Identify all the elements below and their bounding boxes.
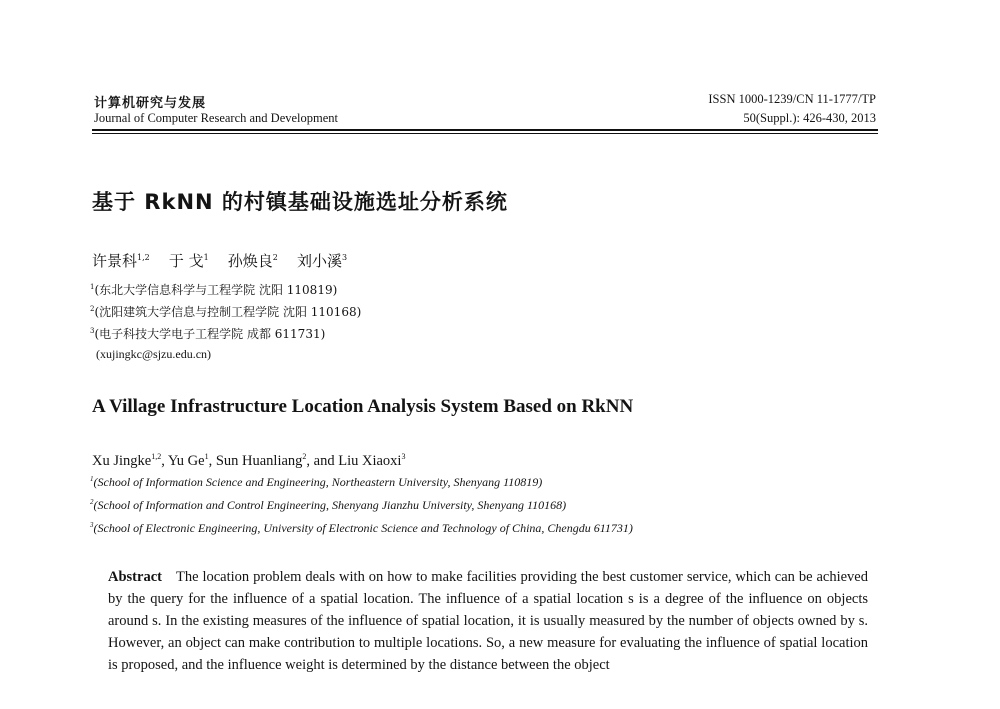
- author-cn-1: 许景科: [92, 252, 138, 270]
- affiliation-en-2-sup: 2: [90, 498, 94, 506]
- author-cn-4: 刘小溪: [296, 252, 342, 270]
- authors-en: [92, 452, 405, 470]
- author-en-1: Xu Jingke: [92, 452, 152, 469]
- author-en-2-sup: 1: [204, 452, 209, 461]
- affiliation-cn-1: [90, 281, 337, 298]
- journal-issn: ISSN 1000-1239/CN 11-1777/TP: [708, 92, 876, 106]
- paper-title-en: A Village Infrastructure Location Analysis System Based on RkNN: [92, 396, 634, 417]
- author-cn-2: 于 戈: [168, 252, 204, 270]
- author-cn-1-sup: 1,2: [137, 253, 150, 262]
- journal-volume: 50(Suppl.): 426-430, 2013: [743, 111, 876, 125]
- author-en-3-sup: 2: [302, 452, 307, 461]
- affiliation-en-3-sup: 3: [90, 521, 94, 529]
- author-cn-2-sup: 1: [203, 253, 209, 262]
- author-cn-3-sup: 2: [272, 253, 278, 262]
- author-en-3: , Sun Huanliang: [208, 452, 303, 469]
- abstract-text: The location problem deals with on how to make facilities providing the best customer service, which can be achieved by the query for the influence of a spatial location. The influence of a spatial location s is a degree of the influence on objects around s. In the existing measures of the influence of spatial location, it is usually measured by the number of objects owned by s. However, an object can make contribution to multiple locations. So, a new measure for evaluating the influence of spatial location is proposed, and the influence weight is determined by the distance between the object: [108, 569, 868, 673]
- journal-name-en: Journal of Computer Research and Development: [94, 111, 339, 125]
- affiliation-cn-1-sup: 1: [90, 283, 95, 291]
- affiliation-cn-3-sup: 3: [90, 327, 95, 335]
- affiliation-en-1-text: (School of Information Science and Engineering, Northeastern University, Shenyang 110819): [93, 475, 543, 489]
- authors-cn: [92, 250, 347, 271]
- affiliation-en-3-text: (School of Electronic Engineering, University of Electronic Science and Technology of China, Chengdu 611731): [93, 521, 633, 535]
- affiliation-cn-1-text: (东北大学信息科学与工程学院 沈阳 110819): [94, 283, 338, 297]
- affiliation-en-1: [90, 475, 542, 490]
- author-en-2: , Yu Ge: [161, 452, 205, 469]
- abstract: [108, 566, 868, 676]
- header-rule-thin: [92, 133, 878, 134]
- affiliation-en-2: [90, 498, 566, 513]
- affiliation-en-3: [90, 521, 633, 536]
- journal-name-cn: 计算机研究与发展: [94, 96, 207, 111]
- author-cn-4-sup: 3: [341, 253, 348, 262]
- affiliation-en-1-sup: 1: [90, 475, 94, 483]
- author-en-4: , and Liu Xiaoxi: [306, 452, 402, 469]
- author-en-4-sup: 3: [401, 452, 406, 461]
- header-rule-thick: [92, 129, 878, 131]
- paper-title-cn: 基于 RkNN 的村镇基础设施选址分析系统: [92, 190, 508, 214]
- affiliation-cn-2-sup: 2: [90, 305, 95, 313]
- affiliation-cn-2: [90, 303, 361, 320]
- affiliation-cn-2-text: (沈阳建筑大学信息与控制工程学院 沈阳 110168): [94, 305, 362, 319]
- affiliation-cn-3-text: (电子科技大学电子工程学院 成都 611731): [94, 327, 326, 341]
- author-email: (xujingkc@sjzu.edu.cn): [96, 347, 212, 361]
- author-cn-3: 孙焕良: [227, 252, 273, 270]
- affiliation-cn-3: [90, 325, 325, 342]
- affiliation-en-2-text: (School of Information and Control Engineering, Shenyang Jianzhu University, Shenyang 110168): [93, 498, 567, 512]
- author-en-1-sup: 1,2: [151, 452, 162, 461]
- abstract-label: Abstract: [108, 569, 162, 585]
